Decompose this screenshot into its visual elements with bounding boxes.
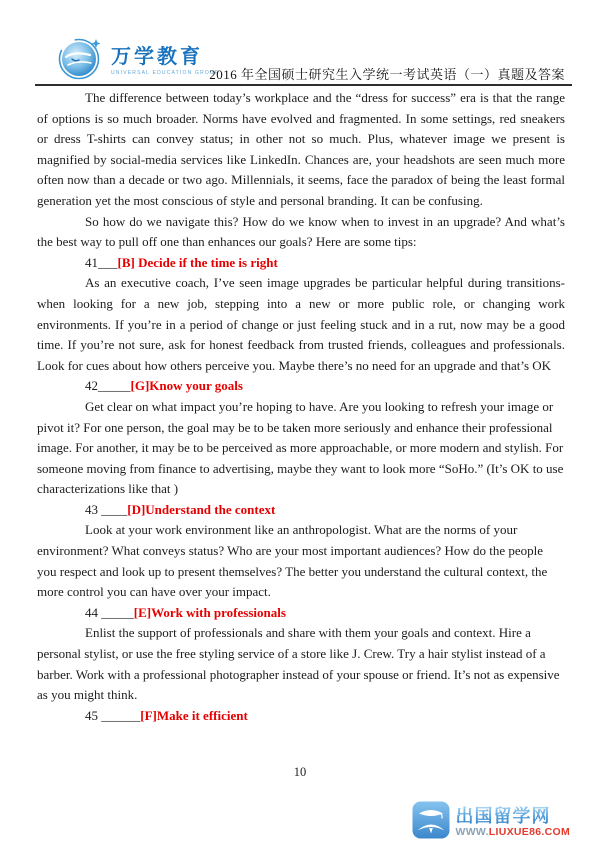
watermark-icon	[412, 801, 450, 844]
brand-subtitle: UNIVERSAL EDUCATION GROUP	[111, 69, 220, 76]
question-number: 42_____	[85, 378, 131, 394]
answer-heading-label: [B] Decide if the time is right	[117, 254, 278, 270]
question-number: 43 ____	[85, 501, 128, 517]
question-number: 44 _____	[85, 604, 134, 620]
paragraph: So how do we navigate this? How do we know when to invest in an upgrade? And what’s the best way to pull off one than enhances our goals? Here are some tips:	[37, 213, 565, 250]
answer-heading-label: [G]Know your goals	[130, 378, 243, 394]
question-heading	[37, 500, 565, 521]
document-body	[37, 88, 565, 726]
answer-heading-label: [F]Make it efficient	[140, 707, 248, 723]
question-heading	[37, 706, 565, 727]
question-heading	[37, 603, 565, 624]
question-heading	[37, 253, 565, 274]
watermark-url	[456, 826, 570, 839]
paragraph: Enlist the support of professionals and share with them your goals and context. Hire a personal stylist, or use the free styling service of a store like J. Crew. Try a hair stylist instead of a barber. Work with a professional photographer instead of your spouse or friend. It’s not as expensive as you might think.	[37, 625, 560, 703]
answer-heading-label: [D]Understand the context	[127, 501, 276, 517]
paragraph: Look at your work environment like an anthropologist. What are the norms of your environment? What conveys status? Who are your most important audiences? How do the people you respect and look up to present themselves? The better you understand the cultural context, the more control you can have over your impact.	[37, 522, 548, 600]
watermark-url-domain: LIUXUE86.COM	[488, 826, 570, 838]
watermark	[412, 801, 570, 844]
question-number: 45 ______	[85, 707, 141, 723]
question-number: 41___	[85, 254, 118, 270]
question-heading	[37, 376, 565, 397]
page-number: 10	[293, 765, 307, 779]
header-rule	[35, 84, 572, 86]
paragraph: The difference between today’s workplace and the “dress for success” era is that the range of options is so much broader. Norms have evolved and fragmented. In some settings, red sneakers or dress T-shirts can convey status; in other not so much. Plus, whatever image we present is magnified by social-media services like LinkedIn. Chances are, your headshots are seen much more often now than a decade or two ago. Millennials, it seems, face the paradox of being the least formal generation yet the most conscious of style and personal branding. It can be confusing.	[37, 90, 565, 208]
answer-heading-label: [E]Work with professionals	[133, 604, 286, 620]
page-title: 2016 年全国硕士研究生入学统一考试英语（一）真题及答案	[209, 67, 565, 82]
paragraph: As an executive coach, I’ve seen image upgrades be particular helpful during transitions-when looking for a new job, stepping into a new or more public role, or changing work environments. If you’re in a period of change or just feeling stuck and in a rut, now may be a good time. If you’re not sure, ask for honest feedback from trusted friends, colleagues and professionals. Look for cues about how others perceive you. Maybe there’s no need for an upgrade and that’s OK	[37, 275, 565, 373]
paragraph: Get clear on what impact you’re hoping to have. Are you looking to refresh your image or pivot it? For one person, the goal may be to be taken more seriously and enhance their professional image. For another, it may be to be perceived as more approachable, or more modern and stylish. For someone moving from finance to advertising, maybe they want to look more “SoHo.” (It’s OK to use characterizations like that )	[37, 398, 564, 497]
watermark-site-name: 出国留学网	[455, 806, 551, 826]
watermark-url-prefix: WWW.	[455, 826, 489, 838]
brand-name: 万学教育	[111, 45, 203, 68]
